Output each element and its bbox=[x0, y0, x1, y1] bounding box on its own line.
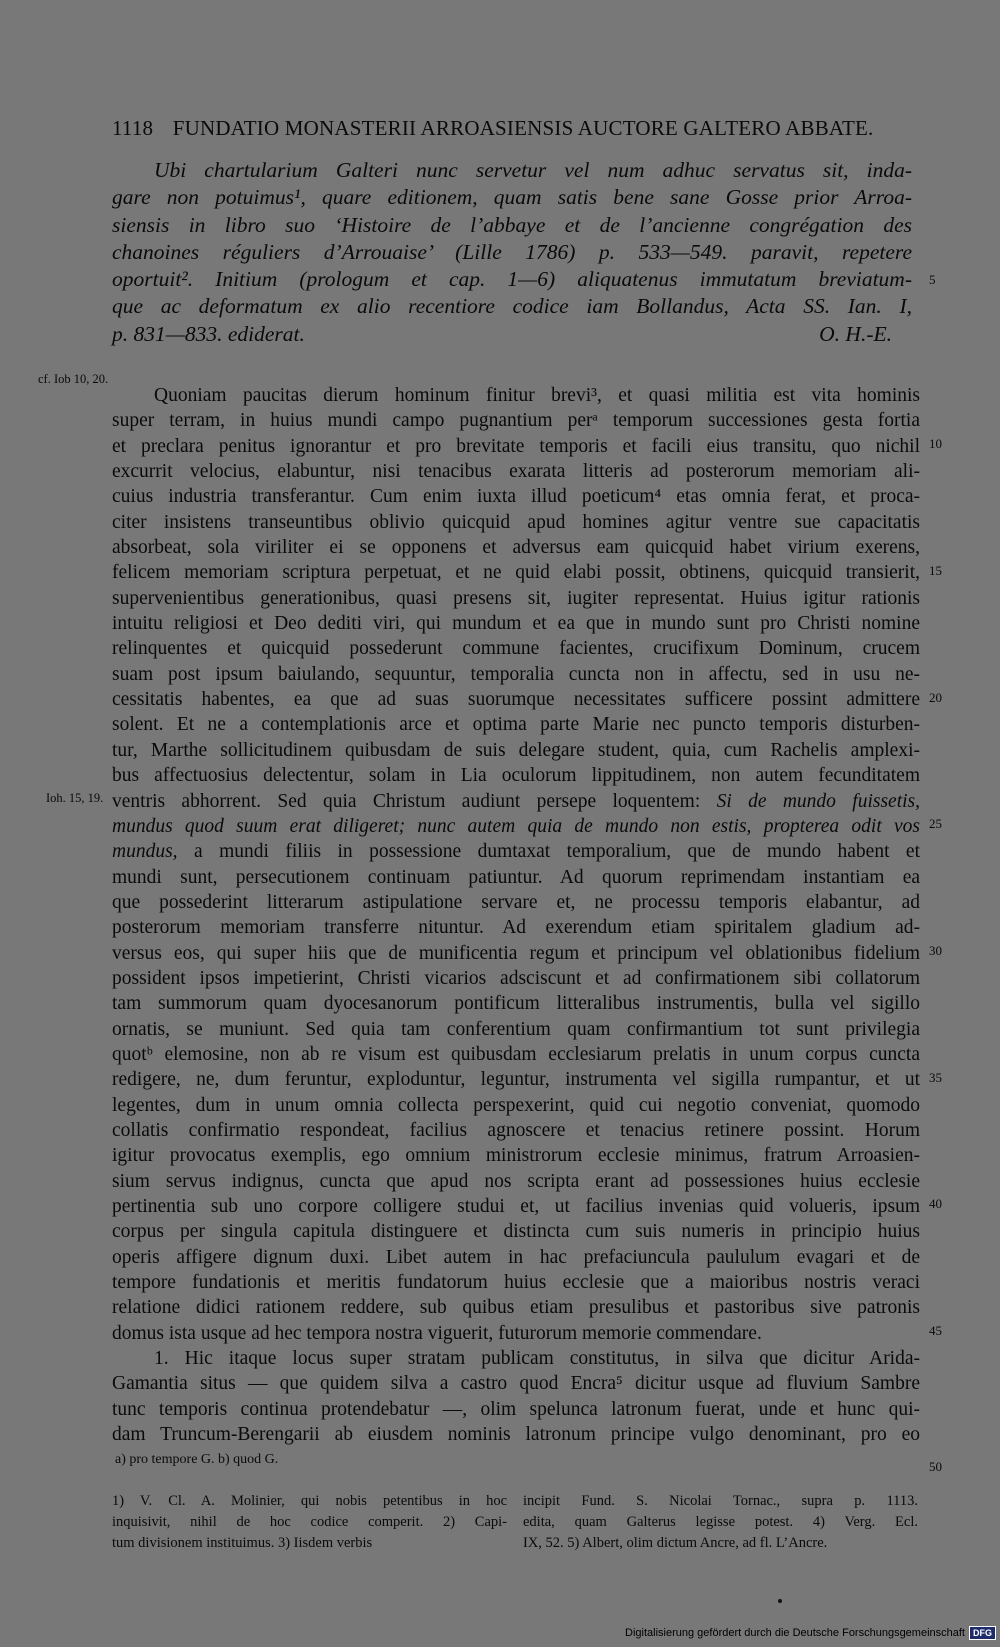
text-line: mundi sunt, persecutionem continuam patiuntur. Ad quorum reprimendam instantiam ea bbox=[112, 866, 920, 888]
dfg-logo: DFG bbox=[969, 1626, 996, 1640]
footnote-line: incipit Fund. S. Nicolai Tornac., supra p. 1113. bbox=[523, 1493, 918, 1509]
text-line: Gamantia situs — que quidem silva a castro quod Encra⁵ dicitur usque ad fluvium Sambre bbox=[112, 1373, 920, 1395]
line-number: 45 bbox=[929, 1323, 942, 1338]
footnotes bbox=[112, 1491, 922, 1554]
scripture-quote-line: mundus quod suum erat diligeret; nunc autem quia de mundo non estis, propterea odit vos bbox=[112, 815, 920, 837]
text-line: citer insistens transeuntibus oblivio quicquid apud homines agitur ventre sue capacitatis bbox=[112, 511, 920, 533]
text-line: suam post ipsum baiulando, sequuntur, temporalia cuncta non in affectu, sed in usu ne- bbox=[112, 663, 920, 685]
text-line: sium servus indignus, cuncta que apud nos scripta erant ad possessiones huius ecclesie bbox=[112, 1170, 920, 1192]
line-number: 30 bbox=[929, 943, 942, 958]
text-line: Quoniam paucitas dierum hominum finitur brevi³, et quasi militia est vita hominis bbox=[154, 385, 920, 406]
text-line bbox=[112, 839, 920, 864]
intro-line: siensis in libro suo ‘Histoire de l’abbaye et de l’ancienne congrégation des bbox=[112, 212, 912, 237]
running-title: FUNDATIO MONASTERII ARROASIENSIS AUCTORE GALTERO ABBATE. bbox=[172, 116, 874, 140]
line-number: 20 bbox=[929, 690, 942, 705]
text-line: igitur provocatus exemplis, ego omnium ministrorum ecclesie minimus, fratrum Arroasien- bbox=[112, 1145, 920, 1167]
page-number: 1118 bbox=[112, 116, 154, 140]
footnotes-left bbox=[112, 1491, 507, 1554]
text-line: relatione didici rationem reddere, sub quibus etiam presulibus et pastoribus sive patronis bbox=[112, 1297, 920, 1319]
text-line: cessitatis habentes, ea que ad suas suorumque necessitates sufficere possint admittere bbox=[112, 689, 920, 711]
footnote-line: tum divisionem instituimus. 3) Iisdem verbis bbox=[112, 1535, 373, 1551]
text-line: ornatis, se muniunt. Sed quia tam conferentium quam confirmantium tot sunt privilegia bbox=[112, 1018, 920, 1040]
text-line: cuius industria transferantur. Cum enim iuxta illud poeticum⁴ etas omnia ferat, et proca- bbox=[112, 486, 920, 508]
footnote-line: IX, 52. 5) Albert, olim dictum Ancre, ad fl. L’Ancre. bbox=[523, 1535, 828, 1551]
scripture-quote-end: mundus, bbox=[112, 841, 178, 863]
line-number: 35 bbox=[929, 1070, 942, 1085]
text-line: absorbeat, sola viriliter ei se opponens et adversus eam quicquid habet virium exerens, bbox=[112, 537, 920, 559]
footnote-line: 1) V. Cl. A. Molinier, qui nobis petentibus in hoc bbox=[112, 1493, 507, 1509]
text-line: corpus per singula capitula distinguere et distincta cum suis numeris in principio huius bbox=[112, 1221, 920, 1243]
text-line: supervenientibus generationibus, quasi presens sit, iugiter representat. Huius igitur rationis bbox=[112, 587, 920, 609]
editorial-introduction bbox=[112, 157, 912, 348]
critical-apparatus: a) pro tempore G. b) quod G. bbox=[115, 1452, 279, 1467]
text-line: tur, Marthe sollicitudinem quibusdam de suis delegare student, quia, cum Rachelis amplexi- bbox=[112, 739, 920, 761]
text-segment: ventris abhorrent. Sed quia Christum audiunt persepe loquentem: bbox=[112, 790, 701, 812]
intro-line: gare non potuimus¹, quare editionem, quam satis bene sane Gosse prior Arroa- bbox=[112, 185, 912, 210]
text-line: solent. Et ne a contemplationis arce et optima parte Marie nec puncto temporis disturben- bbox=[112, 714, 920, 736]
line-number: 50 bbox=[929, 1459, 942, 1474]
line-number: 5 bbox=[929, 272, 936, 287]
digitization-credit bbox=[625, 1625, 996, 1641]
text-line: que possederint litterarum astipulatione servare et, ne processu temporis elabantur, ad bbox=[112, 891, 920, 913]
scripture-quote: Si de mundo fuissetis, bbox=[716, 790, 920, 812]
footnotes-right bbox=[523, 1491, 918, 1554]
text-line: domus ista usque ad hec tempora nostra viguerit, futurorum memorie commendare. bbox=[112, 1322, 762, 1344]
text-line: operis affigere dignum duxi. Libet autem in hac prefaciuncula paululum evagari et de bbox=[112, 1246, 920, 1268]
credit-text: Digitalisierung gefördert durch die Deutsche Forschungsgemeinschaft bbox=[625, 1627, 965, 1639]
intro-line: Ubi chartularium Galteri nunc servetur vel num adhuc servatus sit, inda- bbox=[154, 158, 912, 182]
line-number: 10 bbox=[929, 436, 942, 451]
margin-note-iob: cf. Iob 10, 20. bbox=[38, 372, 109, 386]
text-line: tam summorum quam dyocesanorum pontificum litteralibus instrumentis, bulla vel sigillo bbox=[112, 993, 920, 1015]
editor-signature: O. H.-E. bbox=[819, 321, 892, 346]
text-line: bus affectuosius delectentur, solam in Lia oculorum lippitudinem, non autem fecunditatem bbox=[112, 765, 920, 787]
text-line: collatis confirmatio respondeat, facilius agnoscere et tenacius retinere possint. Horum bbox=[112, 1119, 920, 1141]
text-line: versus eos, qui super hiis que de munificentia regum et principum vel oblationibus fidelium bbox=[112, 942, 920, 964]
text-line: quotᵇ elemosine, non ab re visum est quibusdam ecclesiarum prelatis in unum corpus cuncta bbox=[112, 1043, 920, 1065]
scan-speck bbox=[778, 1599, 782, 1603]
footnote-line: inquisivit, nihil de hoc codice comperit. 2) Capi- bbox=[112, 1514, 507, 1530]
intro-line bbox=[112, 321, 912, 348]
text-line: excurrit velocius, elabuntur, nisi tenacibus exarata litteris ad posterorum memoriam ali- bbox=[112, 461, 920, 483]
text-segment: a mundi filiis in possessione dumtaxat temporalium, que de mundo habent et bbox=[193, 841, 921, 863]
text-line bbox=[112, 789, 920, 814]
text-line: felicem memoriam scriptura perpetuat, et ne quid elabi possit, obtinens, quicquid transierit, bbox=[112, 562, 920, 584]
margin-note-ioh: Ioh. 15, 19. bbox=[46, 791, 104, 805]
text-line: pertinentia sub uno corpore colligere studui et, ut facilius invenias quid volueris, ipsum bbox=[112, 1196, 920, 1217]
text-line: super terram, in huius mundi campo pugnantium perᵃ temporum successiones gesta fortia bbox=[112, 410, 920, 432]
text-line: et preclara penitus ignorantur et pro brevitate temporis et facili eius transitu, quo nichil bbox=[112, 435, 920, 457]
text-line: relinquentes et quicquid possederunt commune facientes, crucifixum Dominum, crucem bbox=[112, 638, 920, 660]
text-line: legentes, dum in unum omnia collecta perspexerint, quid cui negotio conveniat, quomodo bbox=[112, 1094, 920, 1116]
intro-line: oportuit². Initium (prologum et cap. 1—6) aliquatenus immutatum breviatum- bbox=[112, 267, 912, 292]
text-line: dam Truncum-Berengarii ab eiusdem nominis latronum principe vulgo denominant, pro eo bbox=[112, 1424, 920, 1446]
text-line: intuitu religiosi et Deo dediti viri, qui mundum et ea que in mundo sunt pro Christi nomine bbox=[112, 613, 920, 635]
footnote-line: edita, quam Galterus legisse potest. 4) Verg. Ecl. bbox=[523, 1514, 918, 1530]
intro-line: que ac deformatum ex alio recentiore codice iam Bollandus, Acta SS. Ian. I, bbox=[112, 294, 912, 319]
line-number: 25 bbox=[929, 816, 942, 831]
main-text bbox=[112, 383, 920, 1447]
running-header bbox=[112, 116, 912, 141]
intro-line: chanoines réguliers d’Arrouaise’ (Lille 1786) p. 533—549. paravit, repetere bbox=[112, 239, 912, 264]
intro-last-text: p. 831—833. ediderat. bbox=[112, 321, 305, 346]
line-number: 15 bbox=[929, 563, 942, 578]
text-line: posterorum memoriam transferre nituntur. Ad exerendum etiam spiritalem gladium ad- bbox=[112, 917, 920, 939]
text-line: 1. Hic itaque locus super stratam publicam constitutus, in silva que dicitur Arida- bbox=[154, 1348, 920, 1370]
text-line: possident ipsos impetierint, Christi vicarios adsciscunt et ad confirmationem sibi collatorum bbox=[112, 967, 920, 989]
text-line: tunc temporis continua protendebatur —, olim spelunca latronum fuerat, unde et hunc qui- bbox=[112, 1398, 920, 1420]
line-number: 40 bbox=[929, 1196, 942, 1211]
text-line: redigere, ne, dum feruntur, exploduntur, leguntur, instrumenta vel sigilla rumpantur, et ut bbox=[112, 1069, 920, 1091]
text-line: tempore fundationis et meritis fundatorum huius ecclesie que a maioribus nostris veraci bbox=[112, 1272, 920, 1294]
